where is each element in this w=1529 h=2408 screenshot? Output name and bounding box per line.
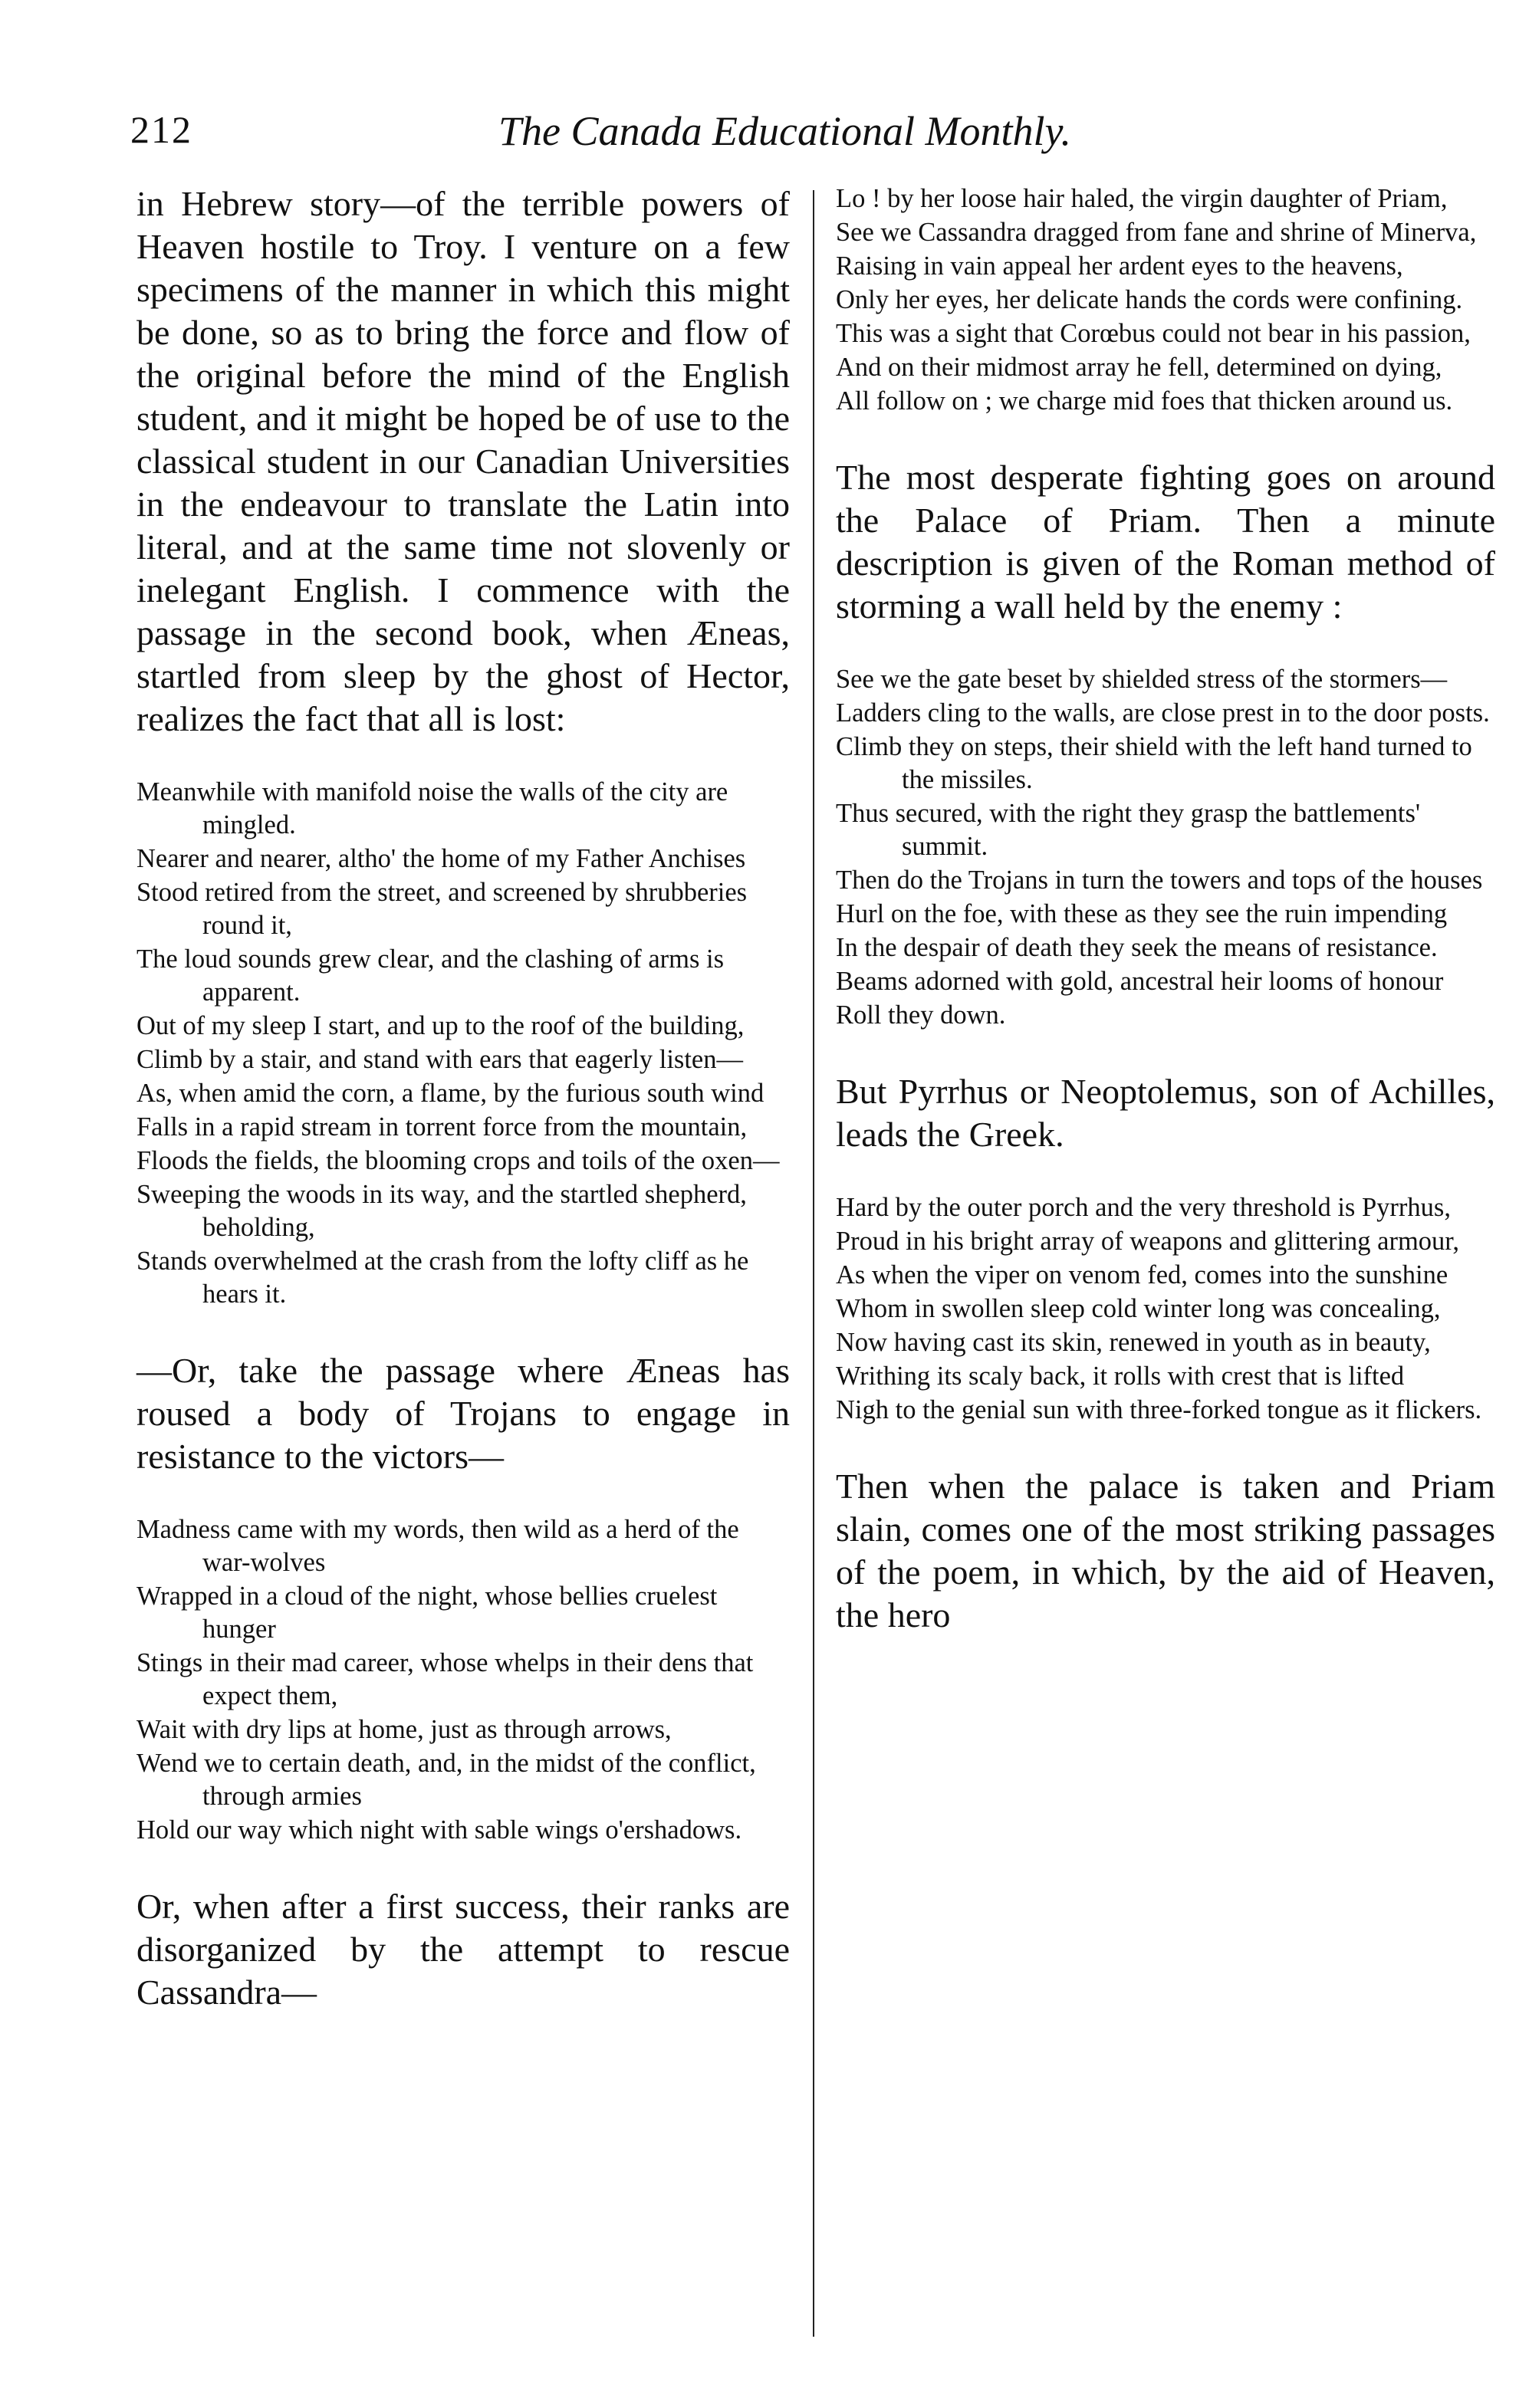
verse-line: Then do the Trojans in turn the towers and tops of the houses bbox=[836, 866, 1483, 895]
verse-line: Wait with dry lips at home, just as through arrows, bbox=[136, 1715, 672, 1744]
verse-line: Ladders cling to the walls, are close prest in to the door posts. bbox=[836, 698, 1490, 728]
verse-block bbox=[836, 1191, 1495, 1427]
verse-line: Out of my sleep I start, and up to the roof of the building, bbox=[136, 1011, 745, 1040]
verse-line: Floods the fields, the blooming crops and toils of the oxen— bbox=[136, 1146, 780, 1175]
paragraph: Then when the palace is taken and Priam slain, comes one of the most striking passages of the poem, in which, by the aid of Heaven, the hero bbox=[836, 1467, 1495, 1634]
paragraph: Or, when after a first success, their ranks are disorganized by the attempt to rescue Cassandra— bbox=[136, 1887, 790, 2012]
verse-line: Only her eyes, her delicate hands the cords were confining. bbox=[836, 285, 1463, 314]
verse-line: Meanwhile with manifold noise the walls of the city are mingled. bbox=[136, 777, 728, 839]
verse-line: Hard by the outer porch and the very threshold is Pyrrhus, bbox=[836, 1193, 1451, 1222]
verse-line: The loud sounds grew clear, and the clashing of arms is apparent. bbox=[136, 944, 725, 1007]
verse-line: See we Cassandra dragged from fane and shrine of Minerva, bbox=[836, 218, 1477, 247]
paragraph: The most desperate fighting goes on around the Palace of Priam. Then a minute description is given of the Roman method of storming a wall held by the enemy : bbox=[836, 458, 1495, 626]
verse-line: Climb by a stair, and stand with ears that eagerly listen— bbox=[136, 1045, 743, 1074]
left-column bbox=[136, 182, 790, 2014]
verse-line: Stood retired from the street, and screened by shrubberies round it, bbox=[136, 878, 748, 940]
running-title: The Canada Educational Monthly. bbox=[498, 108, 1071, 154]
verse-line: Wend we to certain death, and, in the midst of the conflict, through armies bbox=[136, 1749, 756, 1811]
paragraph: But Pyrrhus or Neoptolemus, son of Achilles, leads the Greek. bbox=[836, 1072, 1495, 1154]
verse-line: Whom in swollen sleep cold winter long was concealing, bbox=[836, 1294, 1441, 1323]
verse-line: Wrapped in a cloud of the night, whose bellies cruelest hunger bbox=[136, 1582, 718, 1644]
verse-line: Falls in a rapid stream in torrent force from the mountain, bbox=[136, 1112, 748, 1142]
page-header bbox=[130, 107, 1495, 169]
verse-line: Writhing its scaly back, it rolls with crest that is lifted bbox=[836, 1362, 1405, 1391]
verse-line: Hold our way which night with sable wings o'ershadows. bbox=[136, 1815, 742, 1845]
verse-line: And on their midmost array he fell, determined on dying, bbox=[836, 353, 1442, 382]
verse-line: In the despair of death they seek the means of resistance. bbox=[836, 933, 1438, 962]
verse-line: Climb they on steps, their shield with the left hand turned to the missiles. bbox=[836, 732, 1472, 794]
verse-line: Thus secured, with the right they grasp the battlements' summit. bbox=[836, 799, 1421, 861]
verse-line: Stings in their mad career, whose whelps in their dens that expect them, bbox=[136, 1648, 754, 1710]
paragraph: in Hebrew story—of the terrible powers of Heaven hostile to Troy. I venture on a few specimens of the manner in which this might be done, so as to bring the force and flow of the original before the mind of the English student, and it might be hoped be of use to the classical student in our Canadian Universities in the endeavour to translate the Latin into literal, and at the same time not slovenly or inelegant English. I commence with the passage in the second book, when Æneas, startled from sleep by the ghost of Hector, realizes the fact that all is lost: bbox=[136, 184, 790, 738]
verse-line: This was a sight that Corœbus could not bear in his passion, bbox=[836, 319, 1471, 348]
verse-line: Madness came with my words, then wild as a herd of the war-wolves bbox=[136, 1515, 739, 1577]
verse-line: Raising in vain appeal her ardent eyes to the heavens, bbox=[836, 251, 1403, 281]
verse-line: Beams adorned with gold, ancestral heir looms of honour bbox=[836, 967, 1444, 996]
verse-line: Roll they down. bbox=[836, 1000, 1006, 1030]
verse-line: Sweeping the woods in its way, and the startled shepherd, beholding, bbox=[136, 1180, 747, 1242]
column-divider bbox=[813, 190, 814, 2337]
verse-line: Nigh to the genial sun with three-forked tongue as it flickers. bbox=[836, 1395, 1482, 1424]
verse-line: Lo ! by her loose hair haled, the virgin daughter of Priam, bbox=[836, 184, 1448, 213]
verse-line: Nearer and nearer, altho' the home of my Father Anchises bbox=[136, 844, 746, 873]
page-number: 212 bbox=[130, 108, 192, 151]
verse-line: See we the gate beset by shielded stress of the stormers— bbox=[836, 665, 1448, 694]
right-column bbox=[836, 182, 1495, 1637]
verse-line: Stands overwhelmed at the crash from the lofty cliff as he hears it. bbox=[136, 1247, 749, 1309]
paragraph: —Or, take the passage where Æneas has roused a body of Trojans to engage in resistance to the victors— bbox=[136, 1351, 790, 1476]
verse-block bbox=[836, 182, 1495, 418]
verse-line: All follow on ; we charge mid foes that thicken around us. bbox=[836, 386, 1453, 416]
verse-block bbox=[836, 663, 1495, 1032]
verse-line: Proud in his bright array of weapons and glittering armour, bbox=[836, 1227, 1460, 1256]
verse-line: As, when amid the corn, a flame, by the furious south wind bbox=[136, 1079, 764, 1108]
verse-block bbox=[136, 1513, 790, 1847]
verse-line: Hurl on the foe, with these as they see the ruin impending bbox=[836, 899, 1448, 928]
verse-line: Now having cast its skin, renewed in youth as in beauty, bbox=[836, 1328, 1431, 1357]
verse-block bbox=[136, 776, 790, 1311]
verse-line: As when the viper on venom fed, comes into the sunshine bbox=[836, 1260, 1448, 1289]
